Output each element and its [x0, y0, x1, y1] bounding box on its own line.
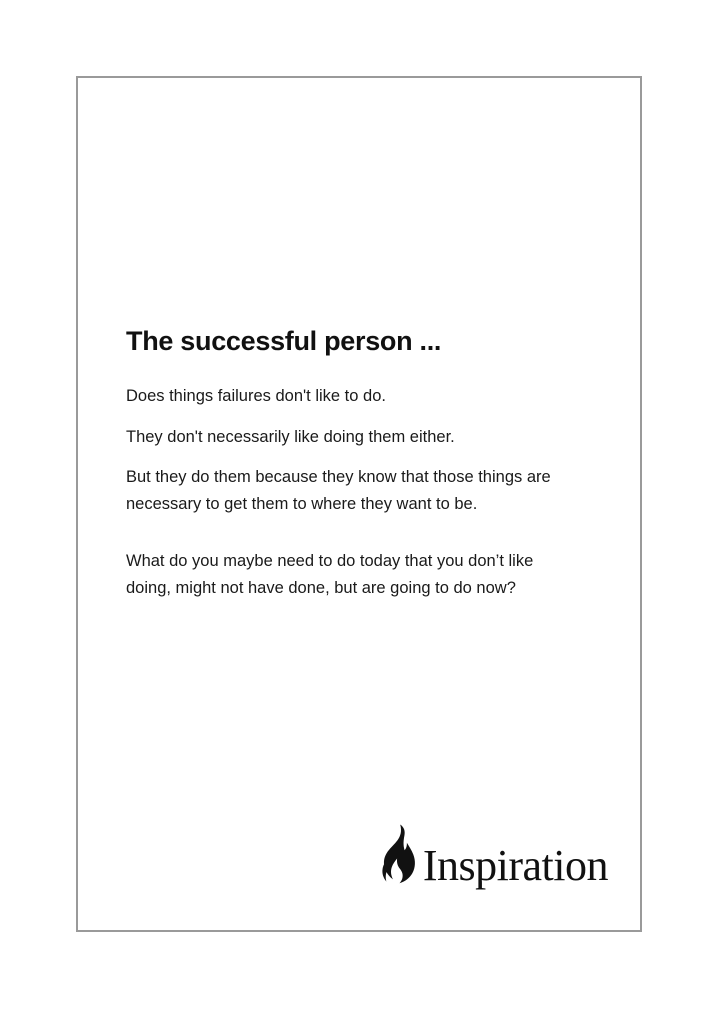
poster-card — [76, 76, 642, 932]
body-paragraph-1: Does things failures don't like to do. — [126, 387, 386, 406]
brand-name: Inspiration — [422, 841, 608, 890]
brand-logo — [375, 824, 608, 888]
body-paragraph-2: They don't necessarily like doing them either. — [126, 427, 455, 446]
poster-content — [126, 326, 606, 615]
flame-icon — [375, 824, 421, 886]
page-title: The successful person ... — [126, 326, 442, 356]
body-paragraph-4: What do you maybe need to do today that you don’t like doing, might not have done, but are going to do now? — [126, 551, 534, 597]
body-paragraph-3: But they do them because they know that those things are necessary to get them to where they want to be. — [126, 468, 551, 514]
